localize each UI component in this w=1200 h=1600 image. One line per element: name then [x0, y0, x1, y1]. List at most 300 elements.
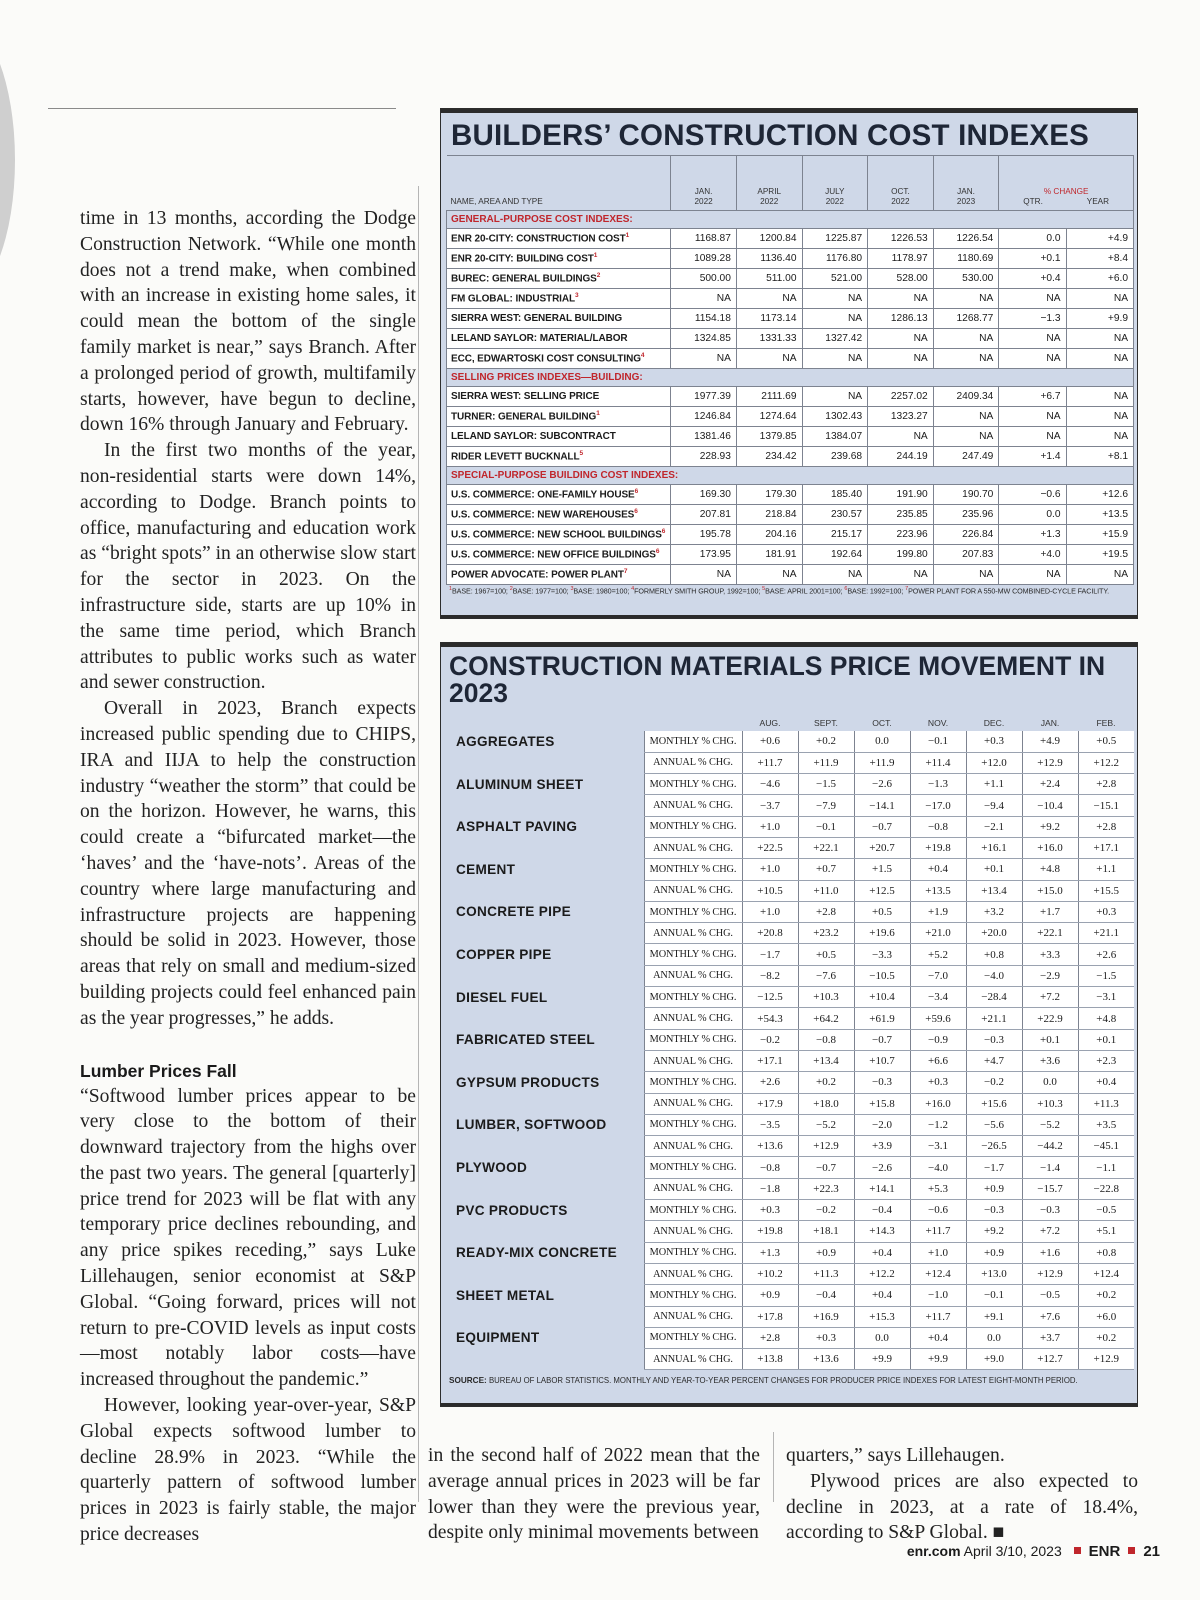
subhead-lumber: Lumber Prices Fall: [80, 1060, 237, 1081]
monthly-value: −0.2: [798, 1200, 854, 1221]
period-year: 2022: [760, 197, 779, 206]
index-value: 226.84: [933, 525, 999, 545]
annual-value: +9.0: [966, 1349, 1022, 1370]
column-divider-left: [418, 186, 419, 1502]
annual-value: +18.1: [798, 1221, 854, 1242]
index-name-text: FM GLOBAL: INDUSTRIAL: [451, 293, 575, 305]
index-value: NA: [1066, 289, 1133, 309]
period-year: 2022: [694, 197, 713, 206]
annual-value: +6.0: [1078, 1306, 1134, 1327]
index-name: [447, 545, 671, 565]
material-monthly-row: [446, 1072, 1134, 1093]
index-value: NA: [999, 427, 1066, 447]
monthly-value: +0.3: [966, 731, 1022, 752]
article-paragraph: time in 13 months, according the Dodge Construction Network. “While one month does not a trend make, when combined with an increase in existing home sales, it could mean the bottom of the single family market is near,” says Branch. After a prolonged period of growth, multifamily starts, however, have begun to decline, down 16% through January and February.: [80, 208, 416, 436]
cost-indexes-panel: [440, 108, 1138, 619]
index-value: NA: [868, 427, 934, 447]
index-name: [447, 427, 671, 447]
index-value: 223.96: [868, 525, 934, 545]
cost-indexes-header-row: [447, 156, 1134, 211]
monthly-value: −4.6: [742, 774, 798, 795]
monthly-value: −1.0: [910, 1285, 966, 1306]
annual-value: +17.9: [742, 1093, 798, 1114]
annual-label: ANNUAL % CHG.: [644, 837, 742, 858]
index-value: NA: [736, 565, 802, 585]
annual-value: +12.5: [854, 880, 910, 901]
monthly-value: +0.8: [966, 944, 1022, 965]
article-paragraph: Plywood prices are also expected to decline in 2023, at a rate of 18.4%, according to S&P Global. ■: [786, 1470, 1138, 1544]
monthly-value: −0.4: [798, 1285, 854, 1306]
material-name: COPPER PIPE: [446, 944, 644, 987]
month-header: DEC.: [983, 718, 1005, 728]
material-name: PLYWOOD: [446, 1157, 644, 1200]
annual-value: +11.7: [742, 752, 798, 773]
footnote-ref: 1: [625, 232, 630, 240]
index-value: NA: [933, 289, 999, 309]
index-value: 169.30: [671, 485, 737, 505]
monthly-value: +0.5: [854, 901, 910, 922]
footnote-number: 5: [762, 586, 766, 592]
index-row: [447, 387, 1134, 407]
monthly-value: 0.0: [966, 1327, 1022, 1348]
material-monthly-row: [446, 774, 1134, 795]
annual-value: +12.0: [966, 752, 1022, 773]
annual-value: +22.9: [1022, 1008, 1078, 1029]
annual-value: +19.6: [854, 923, 910, 944]
index-row: [447, 249, 1134, 269]
monthly-value: −5.6: [966, 1114, 1022, 1135]
material-monthly-row: [446, 1242, 1134, 1263]
annual-value: +15.8: [854, 1093, 910, 1114]
monthly-label: MONTHLY % CHG.: [644, 1242, 742, 1263]
monthly-label: MONTHLY % CHG.: [644, 944, 742, 965]
month-header: NOV.: [927, 718, 949, 728]
annual-value: −7.9: [798, 795, 854, 816]
month-header: AUG.: [759, 718, 781, 728]
index-value: 218.84: [736, 505, 802, 525]
index-name: [447, 525, 671, 545]
annual-value: −9.4: [966, 795, 1022, 816]
index-name: [447, 289, 671, 309]
annual-value: +13.6: [798, 1349, 854, 1370]
annual-value: +22.3: [798, 1178, 854, 1199]
monthly-value: +0.3: [1078, 901, 1134, 922]
index-value: NA: [736, 289, 802, 309]
cost-indexes-footnotes: [449, 586, 1109, 595]
annual-value: +11.9: [854, 752, 910, 773]
index-name: [447, 407, 671, 427]
annual-value: −8.2: [742, 965, 798, 986]
index-row: [447, 545, 1134, 565]
annual-value: +15.3: [854, 1306, 910, 1327]
index-row: [447, 485, 1134, 505]
index-value: 1302.43: [802, 407, 868, 427]
month-header: JAN.: [1040, 718, 1060, 728]
index-value: NA: [868, 329, 934, 349]
index-name: [447, 565, 671, 585]
index-name: [447, 387, 671, 407]
index-name: [447, 249, 671, 269]
index-value: 244.19: [868, 447, 934, 467]
annual-value: +13.6: [742, 1136, 798, 1157]
index-value: 1977.39: [671, 387, 737, 407]
monthly-value: +3.3: [1022, 944, 1078, 965]
period-month: APRIL: [757, 187, 782, 196]
index-value: 1246.84: [671, 407, 737, 427]
index-value: 247.49: [933, 447, 999, 467]
footnote-ref: 6: [634, 488, 639, 496]
annual-label: ANNUAL % CHG.: [644, 1050, 742, 1071]
monthly-value: −28.4: [966, 987, 1022, 1008]
index-row: [447, 349, 1134, 369]
annual-value: +12.9: [1022, 1263, 1078, 1284]
index-value: NA: [933, 407, 999, 427]
index-value: 228.93: [671, 447, 737, 467]
index-value: NA: [933, 565, 999, 585]
monthly-value: −0.3: [854, 1072, 910, 1093]
source-text: BUREAU OF LABOR STATISTICS. MONTHLY AND YEAR-TO-YEAR PERCENT CHANGES FOR PRODUCER PRICE INDEXES FOR LATEST EIGHT-MONTH PERIOD.: [488, 1376, 1078, 1385]
monthly-value: +0.1: [1078, 1029, 1134, 1050]
index-value: 1226.54: [933, 229, 999, 249]
annual-value: −26.5: [966, 1136, 1022, 1157]
index-name-text: ENR 20-CITY: CONSTRUCTION COST: [451, 233, 626, 245]
monthly-value: +2.8: [1078, 816, 1134, 837]
index-value: 185.40: [802, 485, 868, 505]
footer-brand: ENR: [1088, 1543, 1121, 1560]
monthly-value: −12.5: [742, 987, 798, 1008]
annual-value: +12.9: [798, 1136, 854, 1157]
monthly-label: MONTHLY % CHG.: [644, 859, 742, 880]
footnote-ref: 5: [579, 450, 583, 458]
monthly-value: +1.0: [742, 901, 798, 922]
annual-value: +21.0: [910, 923, 966, 944]
annual-value: +17.1: [742, 1050, 798, 1071]
monthly-value: +0.9: [798, 1242, 854, 1263]
monthly-value: −3.3: [854, 944, 910, 965]
section-row: [447, 369, 1134, 387]
material-monthly-row: [446, 731, 1134, 752]
monthly-value: +1.0: [742, 816, 798, 837]
monthly-value: +2.8: [798, 901, 854, 922]
monthly-label: MONTHLY % CHG.: [644, 1157, 742, 1178]
index-value: 1176.80: [802, 249, 868, 269]
material-monthly-row: [446, 944, 1134, 965]
annual-value: +20.8: [742, 923, 798, 944]
footnote-text: BASE: 1977=100;: [512, 586, 571, 596]
annual-value: +12.9: [1078, 1349, 1134, 1370]
footer-url: enr.com: [906, 1543, 961, 1559]
annual-value: +12.2: [854, 1263, 910, 1284]
footnote-ref: 6: [655, 548, 660, 556]
monthly-value: −1.3: [910, 774, 966, 795]
annual-value: +12.7: [1022, 1349, 1078, 1370]
index-row: [447, 269, 1134, 289]
index-value: 207.81: [671, 505, 737, 525]
monthly-value: −0.7: [798, 1157, 854, 1178]
index-value: 530.00: [933, 269, 999, 289]
index-value: −1.3: [999, 309, 1066, 329]
index-name-text: ENR 20-CITY: BUILDING COST: [451, 253, 594, 265]
index-value: +6.7: [999, 387, 1066, 407]
index-value: +13.5: [1066, 505, 1133, 525]
index-name-text: POWER ADVOCATE: POWER PLANT: [451, 569, 624, 581]
monthly-value: −5.2: [798, 1114, 854, 1135]
index-value: +4.0: [999, 545, 1066, 565]
period-year: 2022: [825, 197, 844, 206]
annual-label: ANNUAL % CHG.: [644, 1349, 742, 1370]
monthly-label: MONTHLY % CHG.: [644, 731, 742, 752]
index-value: 1379.85: [736, 427, 802, 447]
annual-value: +13.8: [742, 1349, 798, 1370]
footnote-number: 1: [449, 586, 452, 592]
monthly-value: −0.1: [798, 816, 854, 837]
monthly-value: −1.2: [910, 1114, 966, 1135]
monthly-value: −2.1: [966, 816, 1022, 837]
monthly-value: +0.3: [742, 1200, 798, 1221]
percent-change-header: [999, 156, 1134, 211]
index-value: NA: [671, 349, 737, 369]
monthly-label: MONTHLY % CHG.: [644, 1114, 742, 1135]
monthly-value: −0.9: [910, 1029, 966, 1050]
index-name-text: TURNER: GENERAL BUILDING: [451, 411, 597, 423]
material-name: CEMENT: [446, 859, 644, 902]
annual-value: +15.6: [966, 1093, 1022, 1114]
material-monthly-row: [446, 1327, 1134, 1348]
article-bottom-right: [786, 1443, 1138, 1546]
material-name: EQUIPMENT: [446, 1327, 644, 1370]
annual-value: +10.7: [854, 1050, 910, 1071]
index-value: NA: [933, 349, 999, 369]
monthly-value: −0.4: [854, 1200, 910, 1221]
index-value: 215.17: [802, 525, 868, 545]
monthly-value: −0.3: [1022, 1200, 1078, 1221]
panel-top-rule: [441, 109, 1137, 113]
material-name: READY-MIX CONCRETE: [446, 1242, 644, 1285]
material-name: FABRICATED STEEL: [446, 1029, 644, 1072]
monthly-value: +2.8: [1078, 774, 1134, 795]
footnote-number: 2: [509, 586, 513, 592]
annual-value: +0.9: [966, 1178, 1022, 1199]
index-value: 1324.85: [671, 329, 737, 349]
index-value: −0.6: [999, 485, 1066, 505]
monthly-value: +0.4: [854, 1285, 910, 1306]
monthly-label: MONTHLY % CHG.: [644, 1200, 742, 1221]
section-row: [447, 467, 1134, 485]
price-movement-body: [446, 731, 1134, 1370]
annual-value: +6.6: [910, 1050, 966, 1071]
annual-value: +14.3: [854, 1221, 910, 1242]
annual-value: +7.6: [1022, 1306, 1078, 1327]
footnote-number: 3: [570, 586, 574, 592]
annual-label: ANNUAL % CHG.: [644, 1008, 742, 1029]
monthly-value: 0.0: [854, 1327, 910, 1348]
annual-value: +13.0: [966, 1263, 1022, 1284]
index-value: NA: [999, 407, 1066, 427]
index-value: 204.16: [736, 525, 802, 545]
footnote-number: 7: [905, 586, 909, 592]
index-value: NA: [802, 349, 868, 369]
period-header: [868, 156, 934, 211]
period-year: 2022: [891, 197, 910, 206]
footer-square-icon: [1128, 1547, 1135, 1554]
index-value: 0.0: [999, 505, 1066, 525]
footnote-text: FORMERLY SMITH GROUP, 1992=100;: [634, 586, 763, 596]
footnote-text: BASE: 1992=100;: [847, 586, 906, 596]
monthly-label: MONTHLY % CHG.: [644, 1029, 742, 1050]
index-value: +15.9: [1066, 525, 1133, 545]
period-month: OCT.: [891, 187, 910, 196]
index-value: 199.80: [868, 545, 934, 565]
monthly-label: MONTHLY % CHG.: [644, 901, 742, 922]
material-monthly-row: [446, 1157, 1134, 1178]
annual-value: +23.2: [798, 923, 854, 944]
index-row: [447, 329, 1134, 349]
annual-label: ANNUAL % CHG.: [644, 1263, 742, 1284]
annual-value: −10.5: [854, 965, 910, 986]
annual-value: +22.5: [742, 837, 798, 858]
monthly-value: +0.4: [910, 859, 966, 880]
panel-bottom-rule: [441, 1403, 1137, 1406]
annual-value: +19.8: [910, 837, 966, 858]
index-value: 192.64: [802, 545, 868, 565]
annual-value: +18.0: [798, 1093, 854, 1114]
index-name-text: LELAND SAYLOR: SUBCONTRACT: [451, 431, 616, 442]
monthly-value: −1.7: [966, 1157, 1022, 1178]
index-name: [447, 309, 671, 329]
index-name-text: RIDER LEVETT BUCKNALL: [451, 451, 580, 463]
index-value: 1286.13: [868, 309, 934, 329]
annual-value: +19.8: [742, 1221, 798, 1242]
section-label: SPECIAL-PURPOSE BUILDING COST INDEXES:: [447, 467, 1134, 485]
monthly-value: +0.4: [910, 1327, 966, 1348]
monthly-value: +1.6: [1022, 1242, 1078, 1263]
index-value: NA: [999, 289, 1066, 309]
index-value: NA: [1066, 565, 1133, 585]
monthly-value: −0.2: [966, 1072, 1022, 1093]
monthly-value: +0.2: [798, 1072, 854, 1093]
monthly-value: −0.8: [798, 1029, 854, 1050]
annual-label: ANNUAL % CHG.: [644, 752, 742, 773]
annual-value: +12.4: [910, 1263, 966, 1284]
index-value: 528.00: [868, 269, 934, 289]
annual-value: +16.0: [1022, 837, 1078, 858]
price-movement-table: [446, 711, 1134, 1370]
monthly-value: −0.3: [966, 1029, 1022, 1050]
annual-value: +5.1: [1078, 1221, 1134, 1242]
monthly-value: −0.1: [966, 1285, 1022, 1306]
monthly-value: −2.6: [854, 1157, 910, 1178]
index-value: +0.4: [999, 269, 1066, 289]
footnote-ref: 1: [596, 410, 600, 418]
index-value: 1327.42: [802, 329, 868, 349]
index-value: +8.4: [1066, 249, 1133, 269]
monthly-value: 0.0: [1022, 1072, 1078, 1093]
annual-value: +11.3: [1078, 1093, 1134, 1114]
index-value: 1168.87: [671, 229, 737, 249]
index-value: 239.68: [802, 447, 868, 467]
index-value: 190.70: [933, 485, 999, 505]
index-value: +0.1: [999, 249, 1066, 269]
annual-value: +4.8: [1078, 1008, 1134, 1029]
monthly-value: −5.2: [1022, 1114, 1078, 1135]
index-value: +1.3: [999, 525, 1066, 545]
monthly-value: +0.7: [798, 859, 854, 880]
period-header: [933, 156, 999, 211]
period-header: [736, 156, 802, 211]
index-value: +12.6: [1066, 485, 1133, 505]
annual-value: +10.2: [742, 1263, 798, 1284]
name-area-type-header: NAME, AREA AND TYPE: [447, 156, 671, 211]
index-value: 207.83: [933, 545, 999, 565]
index-value: 1136.40: [736, 249, 802, 269]
monthly-value: −0.1: [910, 731, 966, 752]
footer-square-icon: [1074, 1547, 1081, 1554]
index-value: 521.00: [802, 269, 868, 289]
index-value: NA: [1066, 387, 1133, 407]
article-paragraph: quarters,” says Lillehaugen.: [786, 1445, 1005, 1466]
period-month: JULY: [825, 187, 845, 196]
annual-value: +11.7: [910, 1306, 966, 1327]
index-value: 179.30: [736, 485, 802, 505]
month-header: SEPT.: [814, 718, 838, 728]
annual-value: +11.3: [798, 1263, 854, 1284]
price-movement-title: CONSTRUCTION MATERIALS PRICE MOVEMENT IN 2023: [449, 651, 1106, 708]
index-value: +9.9: [1066, 309, 1133, 329]
index-value: +1.4: [999, 447, 1066, 467]
cost-indexes-title: BUILDERS’ CONSTRUCTION COST INDEXES: [451, 119, 1090, 152]
material-monthly-row: [446, 1114, 1134, 1135]
page-footer: [907, 1543, 1160, 1560]
annual-value: +9.9: [910, 1349, 966, 1370]
monthly-value: +10.3: [798, 987, 854, 1008]
annual-value: +9.1: [966, 1306, 1022, 1327]
monthly-value: +1.1: [966, 774, 1022, 795]
index-value: NA: [999, 329, 1066, 349]
monthly-value: −0.7: [854, 816, 910, 837]
index-row: [447, 309, 1134, 329]
index-name-text: SIERRA WEST: SELLING PRICE: [451, 391, 600, 402]
material-monthly-row: [446, 901, 1134, 922]
material-name: ALUMINUM SHEET: [446, 774, 644, 817]
index-value: 1154.18: [671, 309, 737, 329]
monthly-label: MONTHLY % CHG.: [644, 987, 742, 1008]
material-monthly-row: [446, 816, 1134, 837]
monthly-value: +0.1: [1022, 1029, 1078, 1050]
monthly-value: −0.3: [966, 1200, 1022, 1221]
annual-value: +11.9: [798, 752, 854, 773]
monthly-value: +0.2: [798, 731, 854, 752]
monthly-label: MONTHLY % CHG.: [644, 774, 742, 795]
index-value: 195.78: [671, 525, 737, 545]
index-value: 1178.97: [868, 249, 934, 269]
monthly-value: +0.3: [798, 1327, 854, 1348]
footnote-text: POWER PLANT FOR A 550-MW COMBINED-CYCLE FACILITY.: [908, 586, 1109, 596]
material-name: DIESEL FUEL: [446, 987, 644, 1030]
panel-bottom-rule: [441, 615, 1137, 618]
annual-value: +12.9: [1022, 752, 1078, 773]
monthly-value: +1.5: [854, 859, 910, 880]
monthly-value: +0.2: [1078, 1327, 1134, 1348]
index-row: [447, 447, 1134, 467]
index-value: 173.95: [671, 545, 737, 565]
monthly-value: +1.0: [910, 1242, 966, 1263]
monthly-value: −0.7: [854, 1029, 910, 1050]
annual-label: ANNUAL % CHG.: [644, 880, 742, 901]
annual-value: −1.5: [1078, 965, 1134, 986]
section-row: [447, 211, 1134, 229]
annual-value: +21.1: [1078, 923, 1134, 944]
annual-label: ANNUAL % CHG.: [644, 1136, 742, 1157]
